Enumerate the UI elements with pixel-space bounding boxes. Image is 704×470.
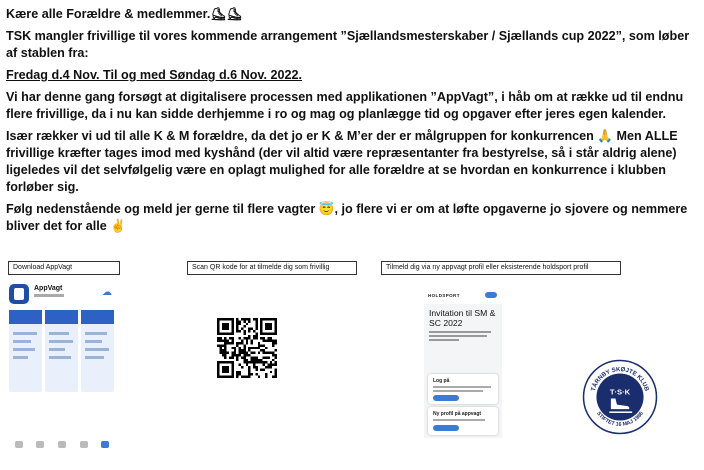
signup-qr-code[interactable]	[217, 318, 277, 378]
logo-center-text: T·S·K	[609, 387, 631, 397]
cloud-download-icon[interactable]: ☁	[102, 287, 112, 298]
new-profile-card	[428, 407, 498, 435]
invitation-desc-line	[429, 339, 459, 341]
caption-download: Download AppVagt	[8, 261, 120, 275]
updates-tab-icon[interactable]	[80, 441, 88, 448]
holdsport-brand: HOLDSPORT	[428, 293, 460, 298]
holdsport-screenshot	[424, 288, 502, 438]
holdsport-header	[424, 288, 502, 304]
new-profile-card-title: Ny profil på appvagt	[433, 411, 482, 417]
invitation-desc-line	[429, 331, 491, 333]
app-name: AppVagt	[34, 285, 63, 292]
games-tab-icon[interactable]	[36, 441, 44, 448]
invitation-title: Invitation til SM & SC 2022	[429, 308, 496, 328]
caption-holdsport: Tilmeld dig via ny appvagt profil eller eksisterende holdsport profil	[381, 261, 621, 275]
appvagt-paragraph: Vi har denne gang forsøgt at digitalisere processen med applikationen ”AppVagt”, i håb om at række ud til endnu flere frivillige, da i nu kan sidde derhjemme i ro og mag og planlægge tid og opgaver efter jeres egen kalender.	[6, 90, 684, 121]
login-card	[428, 374, 498, 404]
appstore-screenshot	[4, 276, 118, 456]
search-tab-icon[interactable]	[101, 441, 109, 448]
signup-paragraph: Følg nedenstående og meld jer gerne til flere vagter 😇, jo flere vi er om at løfte opgaverne jo sjovere og nemmere bliver det for alle ✌	[6, 202, 688, 233]
app-screenshots	[9, 310, 114, 392]
tsk-club-logo	[582, 359, 658, 435]
login-card-title: Log på	[433, 378, 450, 384]
app-screenshot-3	[81, 310, 114, 392]
intro-paragraph: TSK mangler frivillige til vores kommende arrangement ”Sjællandsmesterskaber / Sjællands cup 2022”, som løber af stablen fra:	[6, 29, 690, 60]
greeting: Kære alle Forældre & medlemmer.⛸⛸	[6, 7, 243, 21]
appvagt-app-icon	[9, 284, 29, 304]
app-screenshot-1	[9, 310, 42, 392]
event-dates: Fredag d.4 Nov. Til og med Søndag d.6 Nov. 2022.	[6, 68, 303, 82]
app-screenshot-2	[45, 310, 78, 392]
letter-body	[6, 6, 698, 240]
today-tab-icon[interactable]	[15, 441, 23, 448]
invitation-desc-line	[429, 335, 487, 337]
logo-bottom-text: STIFTET 16 MAJ 1986	[595, 410, 645, 428]
login-button[interactable]	[433, 395, 459, 401]
create-profile-button[interactable]	[433, 425, 459, 431]
appstore-tab-bar	[8, 436, 116, 452]
language-pill[interactable]	[485, 292, 497, 298]
app-subtitle-line	[34, 294, 64, 297]
logo-top-text: TÅRNBY SKØJTE KLUB	[589, 366, 651, 393]
caption-scan: Scan QR kode for at tilmelde dig som frivillig	[187, 261, 357, 275]
apps-tab-icon[interactable]	[58, 441, 66, 448]
parents-paragraph: Især rækker vi ud til alle K & M forældre, da det jo er K & M’er der er målgruppen for konkurrencen 🙏 Men ALLE frivillige kræfter tages imod med kyshånd (der vil altid være repræsentanter fra bestyrelse, så i står aldrig alene) ligeledes vil det selvfølgelig være en oplagt mulighed for alle forældre at se hvordan en konkurrence i klubben forløber sig.	[6, 129, 678, 194]
